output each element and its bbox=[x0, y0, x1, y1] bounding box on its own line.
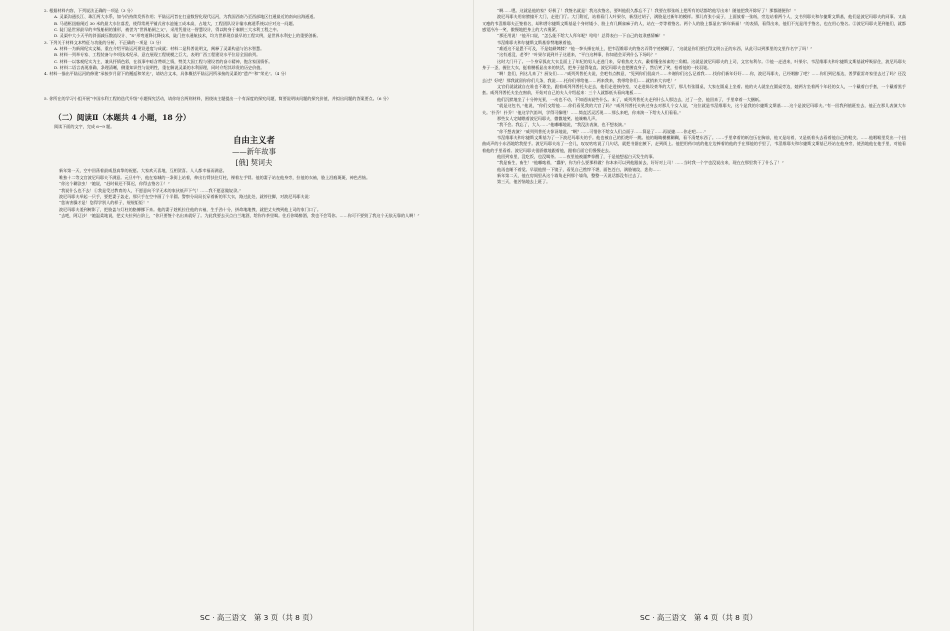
q2-option-a: A. 灵渠沟通长江、珠江两大水系，如今仍持续发挥作用；平陆运河旨在打造数智化现代运河，为我国西南乃至西部地区打通最近的南向出海通道。 bbox=[54, 14, 318, 20]
q2-option-c: C. 陡门是世界最早的多级船闸的雏形，被誉为“世界船闸之父”，采用凭借这一智慧设计，得以跨身于秦朝三大水利工程之中。 bbox=[54, 27, 281, 33]
story-paragraph: “我不会。我忘了，大人……”他嘟嘟地说，“我没法表演，也不想表演。” bbox=[497, 122, 627, 128]
story-paragraph: “就是这包书，”他说，“你们交给他……你们看见我的大官了吗？”威列列普托夫转过身去对那几个女人说，“这位就是韦涅维耶夫，这个是我的尔捷斯文斯基……这个是波尼玛耶夫。”有一回我到值班室去，他正在那儿表演大车夫。‘扑乔！扑乔！’他这学汽笛叫，学得可像哩！……简直活灵活现……那么来吧，你来演一下给夫人们看看。” bbox=[482, 103, 906, 115]
story-paragraph: 第三天，他苦恼地去上班了。 bbox=[497, 179, 551, 185]
story-paragraph: “难道这不是愚不可及，不是奴颜婢膝？”他一拳头捶在纸上，把韦涅维耶夫的签名弄得字迹模糊了，“这就是你们要过得文明公正的东西，从此可以到那里的文里作名字了吗！” bbox=[497, 46, 813, 52]
section-heading-reading-2: （二）阅读Ⅱ（本题共 4 小题，18 分） bbox=[54, 113, 191, 123]
question-5-stem: 5. 你所在的学习小组开展“中国水利工程的迭代升级”专题探究活动，请你结合两则材料，围绕该主题提出一个有深度的探究问题，简要说明该问题的探究价值，并拟出问题的答案要点。（6 分） bbox=[44, 95, 391, 101]
page-footer-left: SC · 高三语文 第 3 页（共 8 页） bbox=[200, 613, 317, 622]
story-paragraph: “这有道没，老爷？”叶果尔说到并子这道来，“平白这种事，你知道会弄到什么下场吗？” bbox=[497, 52, 657, 58]
story-paragraph: “去吧，阿辽沙！”她温柔地说，把丈夫拉到台阶上，“你只要签个名出来就好了。为此我要去买点白兰地酒，给你作茶里喝。往后你喝醉酒，我也不会骂你。……你可不要毁了我这个无依无靠的人啊！” bbox=[59, 212, 420, 218]
story-paragraph: 这时大门开了。一个身穿狐皮大衣且面上了年纪的男人走进门来，穿着焦皮大衣，戴着镶金丝雀的三角帽。这就是波尼玛耶夫的上司，文官布利尔。③他一走进来，叶果尔、韦涅维耶夫和尔捷斯文斯基就呼吸屏住，波尼玛耶夫身子一歪，握住大衣，挺着腰板显出来的快活，把身子挺得笔直。波尼玛耶夫也把腰直身子，然后笑了笑，拾着他的一枝羽笔。 bbox=[482, 58, 906, 71]
story-paragraph: 唯独十二等文官波尼玛耶夫不满意。元旦中午，他在家城的一条街上站着，伸出右臂扶住灯柱，裸着左手臂。他的妻子站在他身旁，拉他的衣袖，脸上泪痕斑斑，神色苦恼。 bbox=[59, 174, 371, 180]
story-paragraph: “我是畜生，畜生！”他嘟哝着，“蠢驴，你为什么要那样做？你本来可以到他跟前去，好好对上司！……当时我一个字也没说出来，现在在那里我干了什么了！” bbox=[497, 160, 784, 166]
story-paragraph: 他们沉默地坐了十分钟光景，一动也不动，不知道该说些什么。末了，威列列普托夫走到什么人那边去，过了一会，他回来了，手里拿着一大捆纸。 bbox=[497, 96, 764, 102]
page-footer-right: SC · 高三语文 第 4 页（共 8 页） bbox=[640, 613, 757, 622]
story-paragraph: “啊！您们，到这儿来了？厨友们……”威列列普托夫说，会吧有点醉意，“见到你们很高兴……多谢你们这么记着我……找你们新年好好……你，波尼玛耶夫，已经咽醉了吧？……你们到尼基达，普罗霍雷奇家里去过了吗？还没去过？好吧！那我就留你你们几条，我说……托你们带给他……两来我来，我带给你们……就捎来大衣吧！” bbox=[482, 71, 906, 83]
section-instruction: 阅读下面的文字，完成 6~9 题。 bbox=[54, 124, 115, 130]
story-paragraph: 韦涅维耶夫和尔捷斯文斯基惊愕地瞅着他。 bbox=[497, 39, 575, 45]
story-paragraph: “你这个糊涂虫！”她说，“赶时候还不算迟，你得去签名①！” bbox=[59, 181, 170, 187]
story-paragraph: 波尼玛耶夫举起一只手，要把妻子轰走，那只手在空中画了个半圆。警察分局局长穿着新的军大衣，路过此处，就停住脚，对波尼玛耶夫说： bbox=[59, 193, 313, 199]
story-author: [俄] 契诃夫 bbox=[235, 158, 273, 168]
q2-option-b: B. 马道枢纽船闸近 30 米的最大水位落差，使得常规平铺式省水池施工成本高，占地大，工程团队设计输水廊道系统以应对这一问题。 bbox=[54, 20, 297, 26]
q3-option-c: C. 材料一以客观纪实为主，兼具抒情色彩，在叙事中暗含赞颂之情，赞美大国工程与建设者的奋斗精神，饱含家国情怀。 bbox=[54, 58, 273, 64]
story-paragraph: 他再也睡不着觉。早晨他照一下镜子，看见自己憔悴不堪，面色苍白，满脸皱纹，悲伤…… bbox=[497, 166, 661, 172]
story-paragraph: 那些女人定睛瞧着波尼玛耶夫，微微地笑。他咳嗽几声。 bbox=[497, 115, 600, 121]
story-title: 自由主义者 bbox=[233, 135, 275, 146]
story-paragraph: 新年第一天，空中回荡着最威恳真挚的祝愿。大家欢天喜地，互相贺喜。人人都幸福而满意。 bbox=[59, 168, 227, 174]
q3-option-d: D. 材料二语言表现准确、条理清晰，侧重知识性与说明性，重在解说灵渠的水利原理，同时介绍其珍贵的历史价值。 bbox=[54, 65, 265, 71]
story-paragraph: 新年第二天，他在房间里从这个墙角走到那个墙角，整整一天说话都没有过去了。 bbox=[497, 172, 645, 178]
story-subtitle: ——新年故事 bbox=[232, 147, 276, 157]
story-paragraph: 文官们就就就自在谁也不敢坐，跟着威列列普托夫走去，他们走进接待室，又走进陈设豪华的大厅，那儿有张圆桌，大家在圆桌上坐着。他的夫人就坐在圆桌旁边，她两方坐着两个年轻的女人，一个戴着白手套，一个戴着黑手套。威列列普托夫坐在窗前，开始对自己的夫人介绍起来：三个人就都低头看向地板…… bbox=[482, 84, 906, 96]
story-paragraph: “我说什么也不去！①我是受过教育的人，不愿意向不学无术的家伙低声下气！……我不愿意做奴隶。” bbox=[59, 187, 242, 193]
page-gutter bbox=[473, 0, 474, 631]
story-paragraph: 他回到家里，没吃饭，也没喝茶。……夜里他被噩梦惊醒了，于是他想起白天发生的事。 bbox=[497, 153, 657, 159]
story-paragraph: 波尼玛耶夫用肩膀撞开大门，走进门厅。大门附近，站着看门人叶果尔，新刮过胡子，满脸是过新年的模样。那儿有张小桌子，上面放着一张纸，旁边站着两个人，文书列耶夫和尔捷斯文斯基，他们是波尼玛耶夫的同事。又高又瘦的韦涅维耶夫正签着名，却和普尔捷斯文斯基是个身材矮小、脸上有几颗雀麻子的人，站在一旁等着签名。两个人的脸上都显出“新年新福！”的表情，看得出来，他们不光是用手签名，也在用心签名。②波尼玛耶夫见到他们，就都感觉冷冷一笑，傲慢地把身上的大衣裹紧。 bbox=[482, 14, 906, 33]
story-paragraph: “你不想表演？”威列列普托夫惊讶地说，“啊？……可惜你不给女人们点面子……算是了……再说捷……你走吧……” bbox=[497, 128, 706, 134]
story-paragraph: “啊……嗯。这就是他的家？好极了！我签名就是！我这次签名，要叫他很久都忘不了！我要在那张纸上把所有的话都给他写出来！随他把我开除好了！那都随便你！” bbox=[497, 8, 796, 13]
right-page bbox=[482, 0, 906, 631]
q3-option-a: A. 材料一为新闻纪实文稿，重在介绍平陆运河建设进度与成就；材料二是科普说明文，阐释了灵渠构造与治水智慧。 bbox=[54, 46, 265, 52]
question-2-stem: 2. 根据材料内容，下列说法正确的一项是（3 分） bbox=[44, 8, 135, 13]
story-paragraph: “您该害臊才是！您得学别人的样子，规规矩矩！” bbox=[59, 200, 150, 206]
story-paragraph: 波尼玛耶夫羞到树影了，把脸盖与灯柱的胳膊挪下来。他的妻子趁机拉住他的衣袖，生手劲十分，拼命地地拽，就把丈夫拽到他上司的家门口了。 bbox=[59, 206, 321, 212]
story-paragraph: “那还用说！”他开口说，“怎么能不给大人拜年呢？哈哈！总得表白一下自己的奴隶感情嘛！” bbox=[497, 33, 666, 39]
left-page bbox=[44, 0, 464, 631]
q2-option-d: D. 灵渠中大小天平的斜面减压散流设计、“S”形弯道降比降技术，陡门控水通航技术，均为世界现存最早的工程实例，是世界水利史上的重要创新。 bbox=[54, 33, 321, 39]
story-paragraph: 韦涅维耶夫和尔捷斯文斯基为了一下波尼玛耶夫的手。他也被自己的拒绝吓一跳。他的眼睛模模糊糊，看不清楚东西了。……手里拿着的纸包压在胸前，他又是站着，又是低着头去看着他自己的鞋尖。……他咽喉里发出一个扭曲成声的小东西地给我捏手。波尼玛耶夫站了一会儿，叹叹咕咕说了几句话，就把书据在腋下，走到街上。他把用药巾底的他左边捧着的他的手在那他的手里了，韦涅维耶夫和尔捷斯文斯基已经站在他身旁，使劲地他在他手里，对他看着他的手里看着。波尼玛耶夫很骄傲地跟着他，跟着后面它们慢慢走去。 bbox=[482, 134, 906, 153]
question-3-stem: 3. 下列关于材料文本特征与功能的分析，不正确的一项是（3 分） bbox=[44, 39, 164, 45]
q3-option-b: B. 材料一列举专家、工程装备与多项技术纪录，意在展现工程规模之巨大，表明广西工程建设水平位居全国前列。 bbox=[54, 52, 261, 58]
question-4-stem: 4. 材料一描出平陆运河的修建“承接岁月留下的邂逅和荣光”，请结合文本，具体概括平陆运河所承接的灵渠的“遗产”和“荣光”。（4 分） bbox=[44, 71, 289, 77]
